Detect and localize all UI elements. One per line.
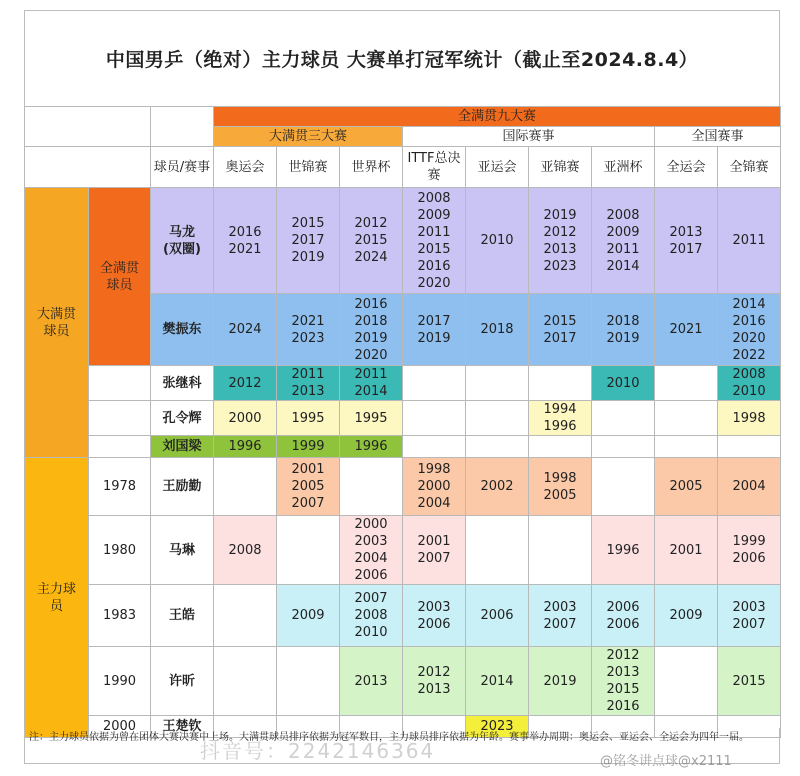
header-international: 国际赛事	[403, 127, 655, 147]
header-national: 全国赛事	[655, 127, 781, 147]
title-cell-worlds: 1999	[277, 436, 340, 458]
title-cell-worldcup	[340, 458, 403, 516]
col-national-champs: 全锦赛	[718, 147, 781, 188]
header-empty	[25, 147, 151, 188]
title-cell-olympics: 2012	[214, 366, 277, 401]
title-cell-olympics: 2000	[214, 401, 277, 436]
title-cell-national-champs	[718, 436, 781, 458]
title-cell-olympics: 2024	[214, 294, 277, 366]
player-name: 许昕	[151, 647, 214, 716]
title-cell-worlds: 2021 2023	[277, 294, 340, 366]
col-olympics: 奥运会	[214, 147, 277, 188]
player-name: 王励勤	[151, 458, 214, 516]
title-cell-national-champs: 2004	[718, 458, 781, 516]
title-cell-ittf: 1998 2000 2004	[403, 458, 466, 516]
table-row	[25, 458, 781, 516]
player-name: 刘国梁	[151, 436, 214, 458]
title-cell-asian-cup	[592, 401, 655, 436]
champions-table	[24, 106, 781, 738]
born-year: 1978	[89, 458, 151, 516]
title-cell-worlds	[277, 516, 340, 585]
title-cell-national-games: 2013 2017	[655, 188, 718, 294]
title-cell-asian-cup: 2006 2006	[592, 585, 655, 647]
title-cell-asian-cup: 2012 2013 2015 2016	[592, 647, 655, 716]
table-row	[25, 516, 781, 585]
born-cell	[89, 401, 151, 436]
corner-blank-2	[151, 107, 214, 147]
table-row	[25, 647, 781, 716]
title-cell-worldcup: 1995	[340, 401, 403, 436]
title-cell-olympics	[214, 585, 277, 647]
col-national-games: 全运会	[655, 147, 718, 188]
table-row	[25, 436, 781, 458]
title-cell-national-games	[655, 366, 718, 401]
player-name: 王楚钦	[151, 716, 214, 738]
title-cell-olympics: 1996	[214, 436, 277, 458]
title-cell-national-games: 2001	[655, 516, 718, 585]
douyin-watermark: 抖音号：2242146364	[200, 739, 436, 763]
title-cell-asian-games: 2002	[466, 458, 529, 516]
player-name: 樊振东	[151, 294, 214, 366]
table-row	[25, 366, 781, 401]
title-cell-national-champs: 2003 2007	[718, 585, 781, 647]
title-cell-national-games: 2021	[655, 294, 718, 366]
title-cell-national-games	[655, 436, 718, 458]
title-cell-asian-cup: 2018 2019	[592, 294, 655, 366]
weibo-watermark: @铭冬讲点球@x2111	[600, 754, 732, 769]
title-cell-worldcup: 2011 2014	[340, 366, 403, 401]
title-cell-ittf	[403, 436, 466, 458]
title-cell-worldcup: 2000 2003 2004 2006	[340, 516, 403, 585]
title-cell-worldcup: 2013	[340, 647, 403, 716]
table-row	[25, 188, 781, 294]
category-full-slam: 全满贯球员	[89, 188, 151, 366]
player-name: 张继科	[151, 366, 214, 401]
title-cell-worlds: 2009	[277, 585, 340, 647]
title-cell-asian-games	[466, 516, 529, 585]
title-cell-asian-cup: 2010	[592, 366, 655, 401]
born-year: 2000	[89, 716, 151, 738]
title-cell-worlds	[277, 647, 340, 716]
header-corner: 球员/赛事	[151, 147, 214, 188]
title-cell-national-games	[655, 647, 718, 716]
title-cell-asian-cup	[592, 458, 655, 516]
title-cell-asian-games	[466, 401, 529, 436]
player-name: 马龙 (双圈)	[151, 188, 214, 294]
title-cell-asian-games: 2010	[466, 188, 529, 294]
title-cell-worlds: 1995	[277, 401, 340, 436]
title-cell-asian-games: 2006	[466, 585, 529, 647]
title-cell-worldcup: 2012 2015 2024	[340, 188, 403, 294]
player-name: 马琳	[151, 516, 214, 585]
title-cell-worlds: 2011 2013	[277, 366, 340, 401]
title-cell-ittf: 2017 2019	[403, 294, 466, 366]
page-title: 中国男乒（绝对）主力球员 大赛单打冠军统计（截止至2024.8.4）	[105, 49, 699, 71]
title-cell-ittf: 2001 2007	[403, 516, 466, 585]
title-cell-national-champs: 1998	[718, 401, 781, 436]
title-cell-ittf: 2008 2009 2011 2015 2016 2020	[403, 188, 466, 294]
title-cell-national-champs: 2008 2010	[718, 366, 781, 401]
title-cell-asian-champs	[529, 366, 592, 401]
player-name: 孔令辉	[151, 401, 214, 436]
title-cell-national-games: 2005	[655, 458, 718, 516]
player-name: 王皓	[151, 585, 214, 647]
col-asian-games: 亚运会	[466, 147, 529, 188]
corner-blank	[25, 107, 151, 147]
born-year: 1983	[89, 585, 151, 647]
title-cell-ittf	[403, 366, 466, 401]
born-year: 1990	[89, 647, 151, 716]
title-cell-olympics	[214, 647, 277, 716]
title-cell-national-champs: 2014 2016 2020 2022	[718, 294, 781, 366]
title-cell-asian-champs: 2019 2012 2013 2023	[529, 188, 592, 294]
header-big3: 大满贯三大赛	[214, 127, 403, 147]
title-cell-asian-games	[466, 366, 529, 401]
title-cell-worlds: 2015 2017 2019	[277, 188, 340, 294]
title-cell-national-games: 2009	[655, 585, 718, 647]
category-big-slam: 大满贯球员	[25, 188, 89, 458]
title-cell-olympics: 2016 2021	[214, 188, 277, 294]
title-cell-national-champs: 2015	[718, 647, 781, 716]
title-cell-worldcup: 1996	[340, 436, 403, 458]
title-cell-national-games	[655, 401, 718, 436]
col-ittf: ITTF总决赛	[403, 147, 466, 188]
title-cell-asian-games	[466, 436, 529, 458]
title-cell-asian-cup	[592, 436, 655, 458]
category-main-players: 主力球员	[25, 458, 89, 738]
title-cell-asian-games: 2018	[466, 294, 529, 366]
title-cell-worldcup: 2016 2018 2019 2020	[340, 294, 403, 366]
table-row	[25, 585, 781, 647]
title-cell-olympics: 2008	[214, 516, 277, 585]
born-year: 1980	[89, 516, 151, 585]
title-cell-olympics	[214, 458, 277, 516]
title-cell-asian-cup: 1996	[592, 516, 655, 585]
title-cell-asian-champs: 2015 2017	[529, 294, 592, 366]
born-cell	[89, 436, 151, 458]
col-worlds: 世锦赛	[277, 147, 340, 188]
title-cell-asian-champs	[529, 436, 592, 458]
title-cell-ittf: 2003 2006	[403, 585, 466, 647]
header-nine-events: 全满贯九大赛	[214, 107, 781, 127]
title-cell-asian-games: 2014	[466, 647, 529, 716]
born-cell	[89, 366, 151, 401]
title-box	[24, 10, 780, 106]
title-cell-asian-champs: 1998 2005	[529, 458, 592, 516]
title-cell-national-champs: 2011	[718, 188, 781, 294]
col-asian-cup: 亚洲杯	[592, 147, 655, 188]
title-cell-asian-cup: 2008 2009 2011 2014	[592, 188, 655, 294]
title-cell-ittf: 2012 2013	[403, 647, 466, 716]
title-cell-worldcup: 2007 2008 2010	[340, 585, 403, 647]
col-worldcup: 世界杯	[340, 147, 403, 188]
title-cell-asian-champs: 2019	[529, 647, 592, 716]
title-cell-ittf	[403, 401, 466, 436]
title-cell-asian-champs	[529, 516, 592, 585]
title-cell-asian-games: 2023	[466, 716, 529, 738]
table-row	[25, 401, 781, 436]
col-asian-champs: 亚锦赛	[529, 147, 592, 188]
title-cell-asian-champs: 1994 1996	[529, 401, 592, 436]
title-cell-worlds: 2001 2005 2007	[277, 458, 340, 516]
footer-note: 注：主力球员依据为曾在团体大赛决赛中上场。大满贯球员排序依据为冠军数目，主力球员排序依据为年龄。赛事举办周期：奥运会、亚运会、全运会为四年一届。	[24, 728, 780, 764]
title-cell-asian-champs: 2003 2007	[529, 585, 592, 647]
title-cell-national-champs: 1999 2006	[718, 516, 781, 585]
